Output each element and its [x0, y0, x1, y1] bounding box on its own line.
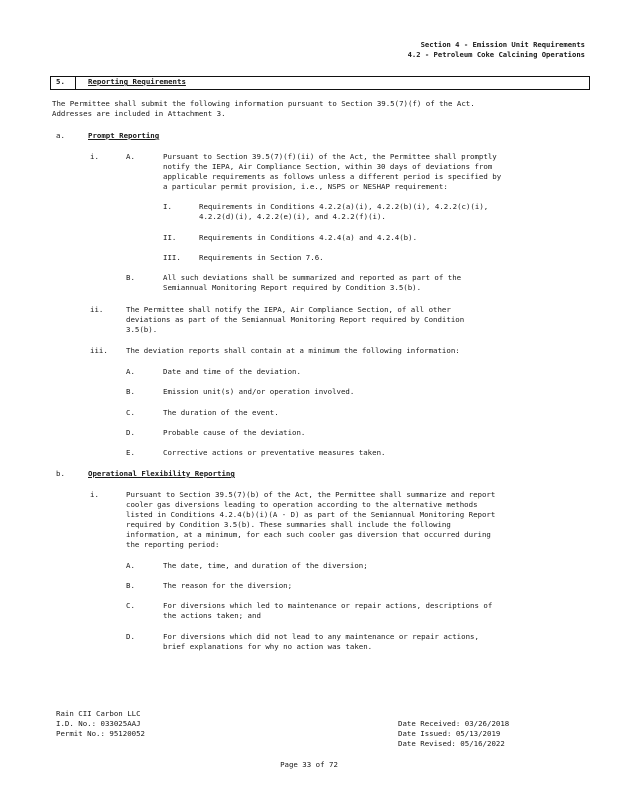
item-ii-line: deviations as part of the Semiannual Monitoring Report required by Condition — [126, 315, 465, 324]
list-item-text: The duration of the event. — [163, 408, 279, 417]
item-ii-number: ii. — [90, 305, 104, 314]
list-item-text: For diversions which did not lead to any maintenance or repair actions, — [163, 632, 479, 641]
item-iii-number: iii. — [90, 346, 108, 355]
list-item-label: B. — [126, 387, 135, 396]
list-item-text: brief explanations for why no action was taken. — [163, 642, 373, 651]
subsection-a-title: Prompt Reporting — [88, 131, 160, 140]
item-iii-text: The deviation reports shall contain at a minimum the following information: — [126, 346, 460, 355]
item-b-i-number: i. — [90, 490, 99, 499]
item-b-i-line: the reporting period: — [126, 540, 220, 549]
subsection-b-title: Operational Flexibility Reporting — [88, 469, 235, 478]
item-A-label: A. — [126, 152, 135, 161]
item-b-i-line: information, at a minimum, for each such cooler gas diversion that occurred during — [126, 530, 491, 539]
list-item-text: For diversions which led to maintenance or repair actions, descriptions of — [163, 601, 493, 610]
list-item-text: Probable cause of the deviation. — [163, 428, 306, 437]
item-b-i-line: required by Condition 3.5(b). These summaries shall include the following — [126, 520, 451, 529]
subsection-b-label: b. — [56, 469, 65, 478]
footer-date-revised: Date Revised: 05/16/2022 — [398, 739, 505, 748]
item-b-i-line: Pursuant to Section 39.5(7)(b) of the Act, the Permittee shall summarize and report — [126, 490, 496, 499]
list-item-text: Emission unit(s) and/or operation involved. — [163, 387, 355, 396]
list-item-label: D. — [126, 632, 135, 641]
list-item-text: The reason for the diversion; — [163, 581, 293, 590]
list-item-label: D. — [126, 428, 135, 437]
footer-id-no: I.D. No.: 033025AAJ — [56, 719, 141, 728]
item-b-i-line: listed in Conditions 4.2.4(b)(i)(A - D) as part of the Semiannual Monitoring Report — [126, 510, 496, 519]
item-B-line: All such deviations shall be summarized and reported as part of the — [163, 273, 462, 282]
item-B-line: Semiannual Monitoring Report required by Condition 3.5(b). — [163, 283, 422, 292]
list-item-text: Date and time of the deviation. — [163, 367, 301, 376]
section-divider — [75, 77, 76, 89]
list-item-text: The date, time, and duration of the diversion; — [163, 561, 368, 570]
list-item-label: C. — [126, 408, 135, 417]
item-I-label: I. — [163, 202, 172, 211]
footer-permit-no: Permit No.: 95120052 — [56, 729, 145, 738]
header-line-1: Section 4 - Emission Unit Requirements — [420, 40, 585, 49]
item-I-line: Requirements in Conditions 4.2.2(a)(i), 4.2.2(b)(i), 4.2.2(c)(i), — [199, 202, 489, 211]
section-title: Reporting Requirements — [88, 77, 186, 86]
list-item-label: E. — [126, 448, 135, 457]
intro-line: Addresses are included in Attachment 3. — [52, 109, 226, 118]
item-A-line: a particular permit provision, i.e., NSPS or NESHAP requirement: — [163, 182, 448, 191]
item-B-label: B. — [126, 273, 135, 282]
item-II-text: Requirements in Conditions 4.2.4(a) and 4.2.4(b). — [199, 233, 418, 242]
list-item-text: Corrective actions or preventative measures taken. — [163, 448, 386, 457]
page-number: Page 33 of 72 — [280, 760, 338, 769]
list-item-text: the actions taken; and — [163, 611, 261, 620]
item-A-line: notify the IEPA, Air Compliance Section, within 30 days of deviations from — [163, 162, 493, 171]
section-number: 5. — [56, 77, 65, 86]
footer-date-received: Date Received: 03/26/2018 — [398, 719, 510, 728]
subsection-a-label: a. — [56, 131, 65, 140]
item-A-line: Pursuant to Section 39.5(7)(f)(ii) of the Act, the Permittee shall promptly — [163, 152, 497, 161]
header-line-2: 4.2 - Petroleum Coke Calcining Operations — [407, 50, 585, 59]
list-item-label: A. — [126, 367, 135, 376]
item-ii-line: 3.5(b). — [126, 325, 158, 334]
item-i-number: i. — [90, 152, 99, 161]
item-I-line: 4.2.2(d)(i), 4.2.2(e)(i), and 4.2.2(f)(i). — [199, 212, 386, 221]
footer-date-issued: Date Issued: 05/13/2019 — [398, 729, 501, 738]
footer-company: Rain CII Carbon LLC — [56, 709, 141, 718]
item-II-label: II. — [163, 233, 177, 242]
list-item-label: C. — [126, 601, 135, 610]
item-III-text: Requirements in Section 7.6. — [199, 253, 324, 262]
item-ii-line: The Permittee shall notify the IEPA, Air Compliance Section, of all other — [126, 305, 451, 314]
item-A-line: applicable requirements as follows unless a different period is specified by — [163, 172, 502, 181]
list-item-label: B. — [126, 581, 135, 590]
item-b-i-line: cooler gas diversions leading to operation according to the alternative methods — [126, 500, 478, 509]
list-item-label: A. — [126, 561, 135, 570]
intro-line: The Permittee shall submit the following information pursuant to Section 39.5(7)(f) of the Act. — [52, 99, 475, 108]
item-III-label: III. — [163, 253, 181, 262]
